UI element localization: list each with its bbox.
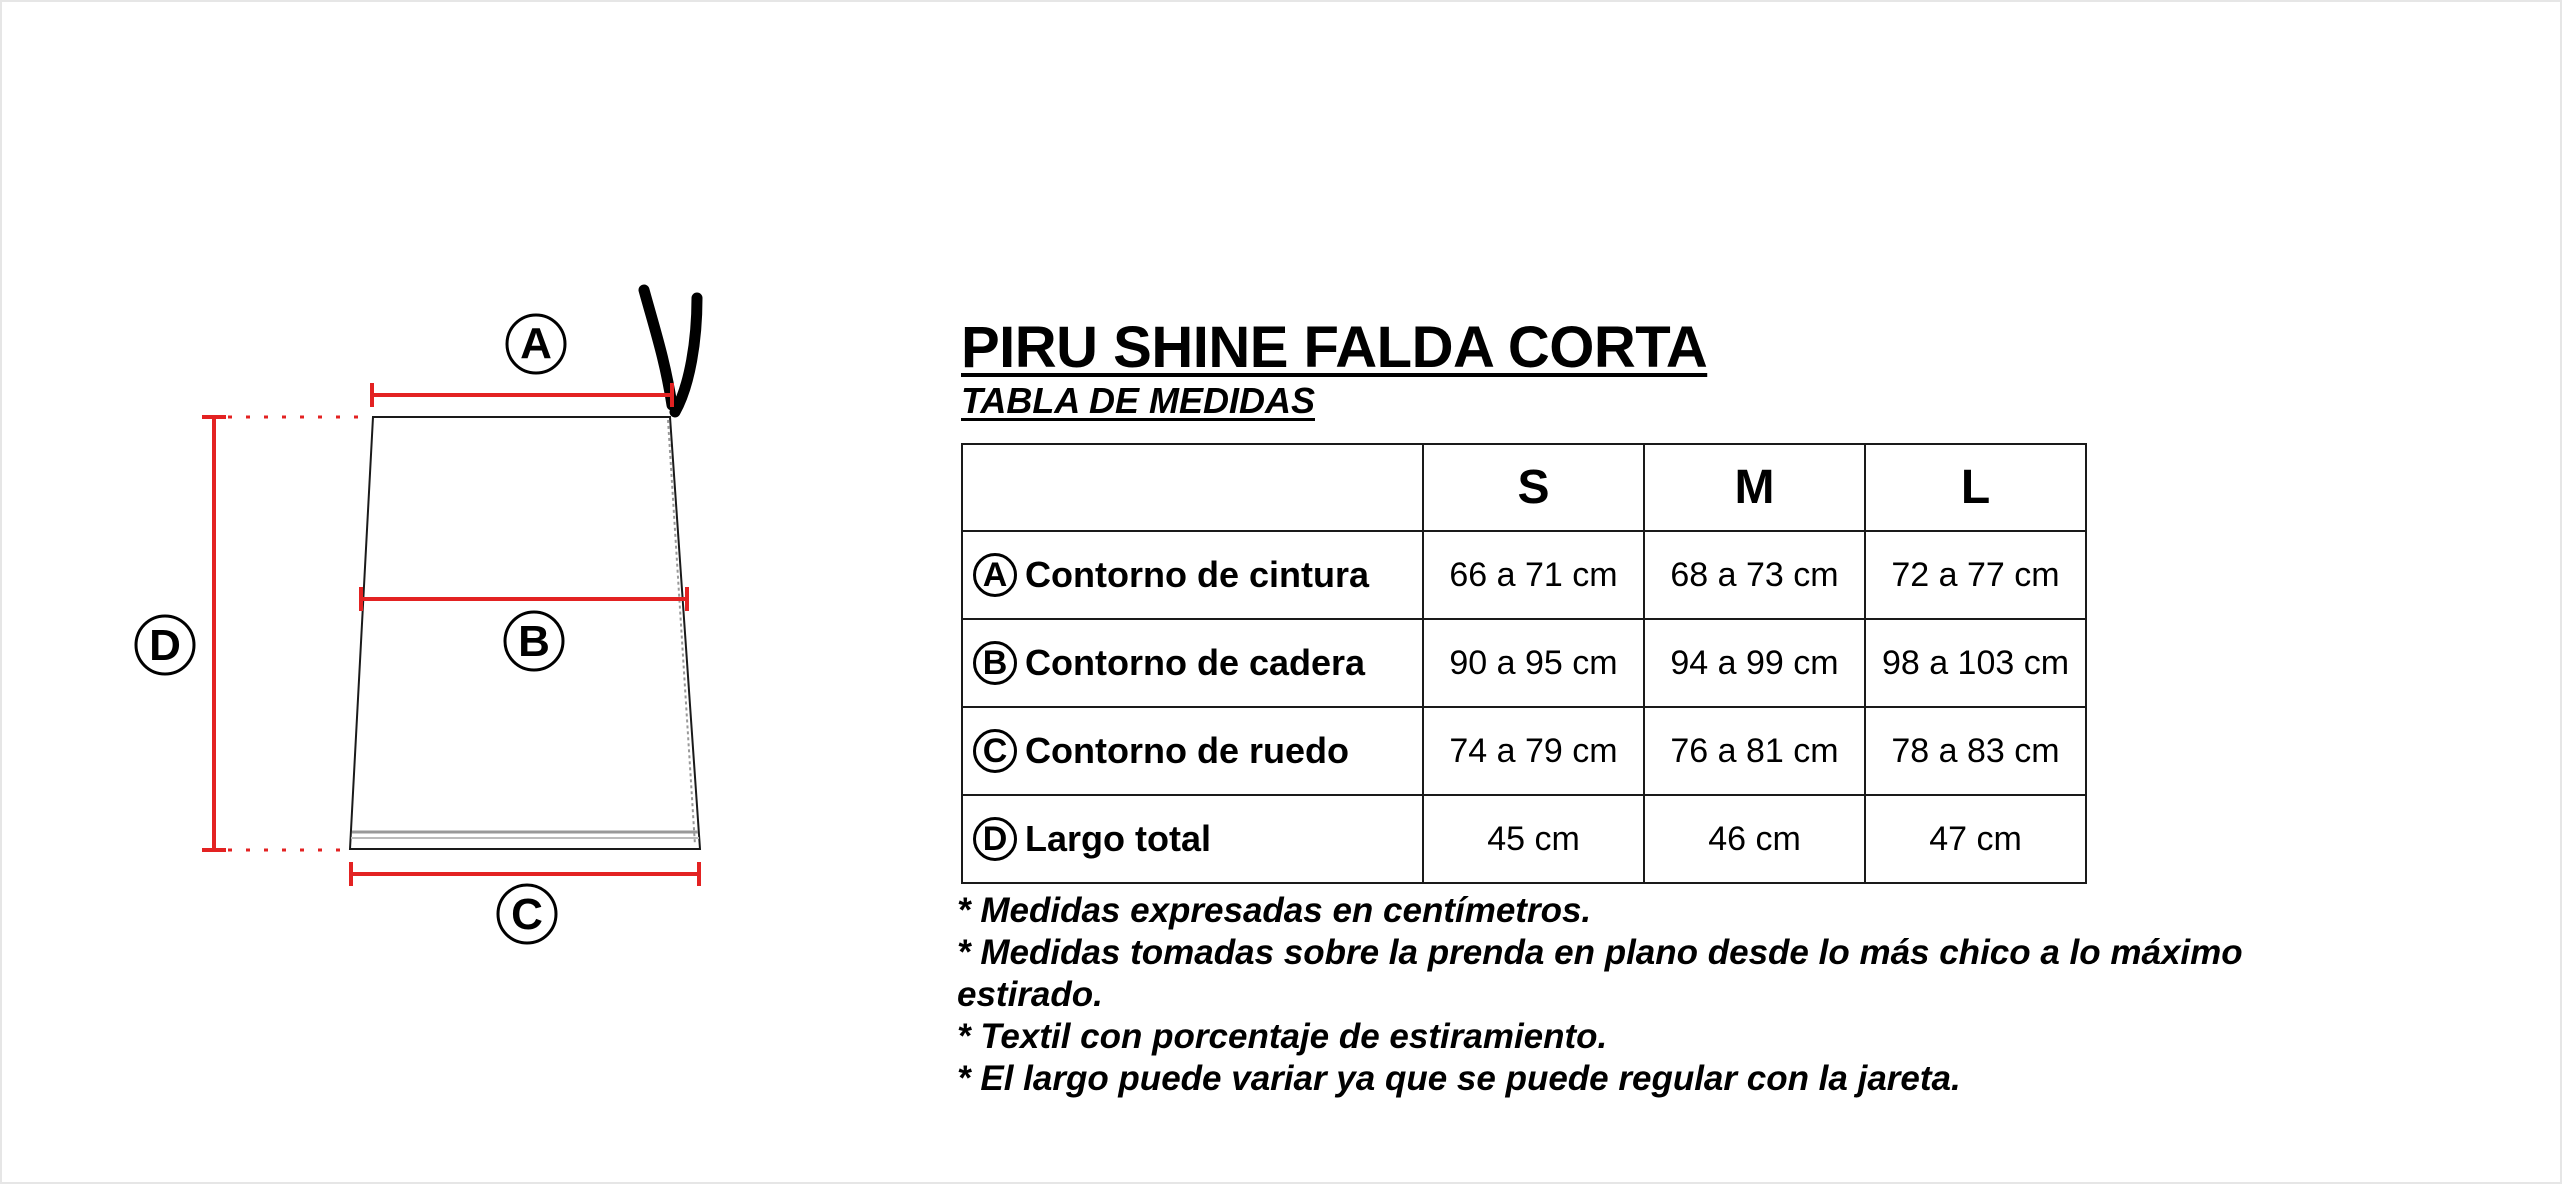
note-item: * Medidas expresadas en centímetros. (957, 891, 1592, 930)
row-label: Contorno de cintura (1025, 554, 1369, 595)
skirt-diagram (0, 0, 900, 1184)
notes-list (957, 890, 2377, 1100)
marker-a (507, 315, 565, 373)
row-label: Contorno de ruedo (1025, 730, 1349, 771)
value-cell: 76 a 81 cm (1644, 707, 1865, 795)
marker-badge-c: C (973, 729, 1017, 773)
svg-text:A: A (520, 319, 552, 368)
table-row (962, 531, 2086, 619)
row-label-cell (962, 531, 1423, 619)
note-item: * El largo puede variar ya que se puede regular con la jareta. (957, 1059, 1961, 1098)
row-label: Contorno de cadera (1025, 642, 1366, 683)
value-cell: 94 a 99 cm (1644, 619, 1865, 707)
note-item: * Textil con porcentaje de estiramiento. (957, 1017, 1608, 1056)
value-cell: 68 a 73 cm (1644, 531, 1865, 619)
page-subtitle: TABLA DE MEDIDAS (961, 380, 1315, 421)
table-row (962, 707, 2086, 795)
skirt-diagram-svg (0, 0, 900, 1184)
marker-d (136, 616, 194, 674)
value-cell: 45 cm (1423, 795, 1644, 883)
marker-badge-b: B (973, 641, 1017, 685)
value-cell: 47 cm (1865, 795, 2086, 883)
note-item: * Medidas tomadas sobre la prenda en plano desde lo más chico a lo máximo estirado. (957, 933, 2243, 1014)
size-chart-table (961, 443, 2087, 884)
row-label-cell (962, 795, 1423, 883)
row-label-cell (962, 619, 1423, 707)
value-cell: 90 a 95 cm (1423, 619, 1644, 707)
header-size-l: L (1865, 444, 2086, 531)
header-size-s: S (1423, 444, 1644, 531)
table-row (962, 619, 2086, 707)
svg-text:C: C (511, 890, 543, 939)
table-header-row (962, 444, 2086, 531)
value-cell: 74 a 79 cm (1423, 707, 1644, 795)
svg-text:D: D (149, 621, 181, 670)
row-label-cell (962, 707, 1423, 795)
marker-c (498, 885, 556, 943)
value-cell: 98 a 103 cm (1865, 619, 2086, 707)
marker-badge-a: A (973, 553, 1017, 597)
value-cell: 46 cm (1644, 795, 1865, 883)
marker-b (505, 612, 563, 670)
value-cell: 66 a 71 cm (1423, 531, 1644, 619)
page-title: PIRU SHINE FALDA CORTA (961, 315, 1708, 380)
header-size-m: M (1644, 444, 1865, 531)
row-label: Largo total (1025, 818, 1211, 859)
table-row (962, 795, 2086, 883)
value-cell: 78 a 83 cm (1865, 707, 2086, 795)
value-cell: 72 a 77 cm (1865, 531, 2086, 619)
header-blank-cell (962, 444, 1423, 531)
marker-badge-d: D (973, 817, 1017, 861)
svg-text:B: B (518, 617, 550, 666)
